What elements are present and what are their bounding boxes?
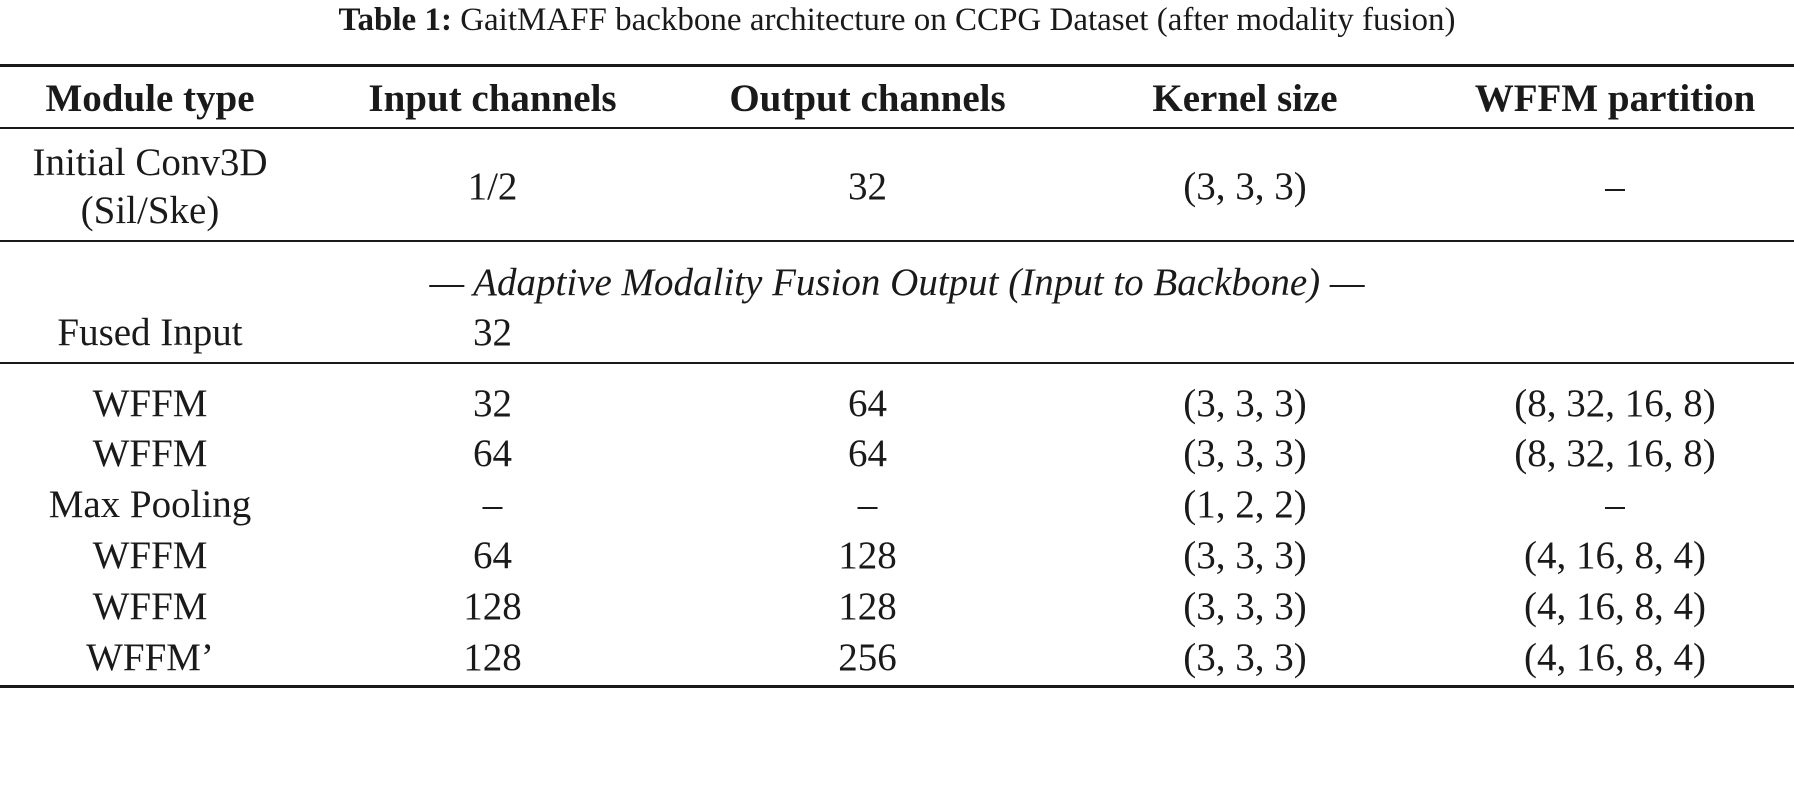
row-output: 128 — [838, 534, 897, 577]
row-output: 64 — [848, 382, 887, 425]
row-module: WFFM — [92, 534, 208, 577]
initial-partition: – — [1605, 165, 1625, 208]
header-wffm-partition: WFFM partition — [1474, 77, 1756, 120]
row-partition: – — [1605, 483, 1625, 526]
header-kernel-size: Kernel size — [1152, 77, 1338, 120]
row-partition: (8, 32, 16, 8) — [1514, 382, 1716, 425]
header-input-channels: Input channels — [368, 77, 617, 120]
fused-input: 32 — [473, 311, 512, 354]
row-module: WFFM — [92, 585, 208, 628]
table-caption — [0, 2, 1794, 38]
initial-module-line1: Initial Conv3D — [32, 141, 268, 184]
row-kernel: (3, 3, 3) — [1183, 636, 1307, 679]
section-rule-1 — [0, 240, 1794, 242]
row-partition: (4, 16, 8, 4) — [1524, 636, 1706, 679]
row-input: – — [482, 483, 503, 526]
section-label: — Adaptive Modality Fusion Output (Input to Backbone) — — [429, 261, 1365, 304]
header-module-type: Module type — [45, 77, 255, 120]
row-kernel: (3, 3, 3) — [1183, 585, 1307, 628]
row-input: 128 — [463, 585, 522, 628]
caption-text: GaitMAFF backbone architecture on CCPG Dataset (after modality fusion) — [460, 2, 1456, 38]
initial-kernel: (3, 3, 3) — [1183, 165, 1307, 208]
row-partition: (8, 32, 16, 8) — [1514, 432, 1716, 475]
initial-input: 1/2 — [467, 165, 518, 208]
row-kernel: (3, 3, 3) — [1183, 534, 1307, 577]
initial-output: 32 — [848, 165, 887, 208]
row-module: WFFM’ — [86, 636, 214, 679]
caption-label: Table 1: — [338, 2, 452, 38]
header-output-channels: Output channels — [729, 77, 1006, 120]
row-partition: (4, 16, 8, 4) — [1524, 534, 1706, 577]
row-module: Max Pooling — [48, 483, 252, 526]
row-kernel: (1, 2, 2) — [1183, 483, 1307, 526]
row-kernel: (3, 3, 3) — [1183, 432, 1307, 475]
row-module: WFFM — [92, 432, 208, 475]
row-input: 32 — [473, 382, 512, 425]
row-output: 128 — [838, 585, 897, 628]
row-input: 128 — [463, 636, 522, 679]
top-rule — [0, 64, 1794, 67]
section-rule-2 — [0, 362, 1794, 364]
row-partition: (4, 16, 8, 4) — [1524, 585, 1706, 628]
initial-module-line2: (Sil/Ske) — [80, 189, 220, 232]
row-output: 256 — [838, 636, 897, 679]
bottom-rule — [0, 685, 1794, 688]
row-input: 64 — [473, 534, 512, 577]
row-output: 64 — [848, 432, 887, 475]
row-kernel: (3, 3, 3) — [1183, 382, 1307, 425]
fused-module: Fused Input — [57, 311, 243, 354]
row-input: 64 — [473, 432, 512, 475]
header-rule — [0, 127, 1794, 129]
row-output: – — [857, 483, 878, 526]
row-module: WFFM — [92, 382, 208, 425]
